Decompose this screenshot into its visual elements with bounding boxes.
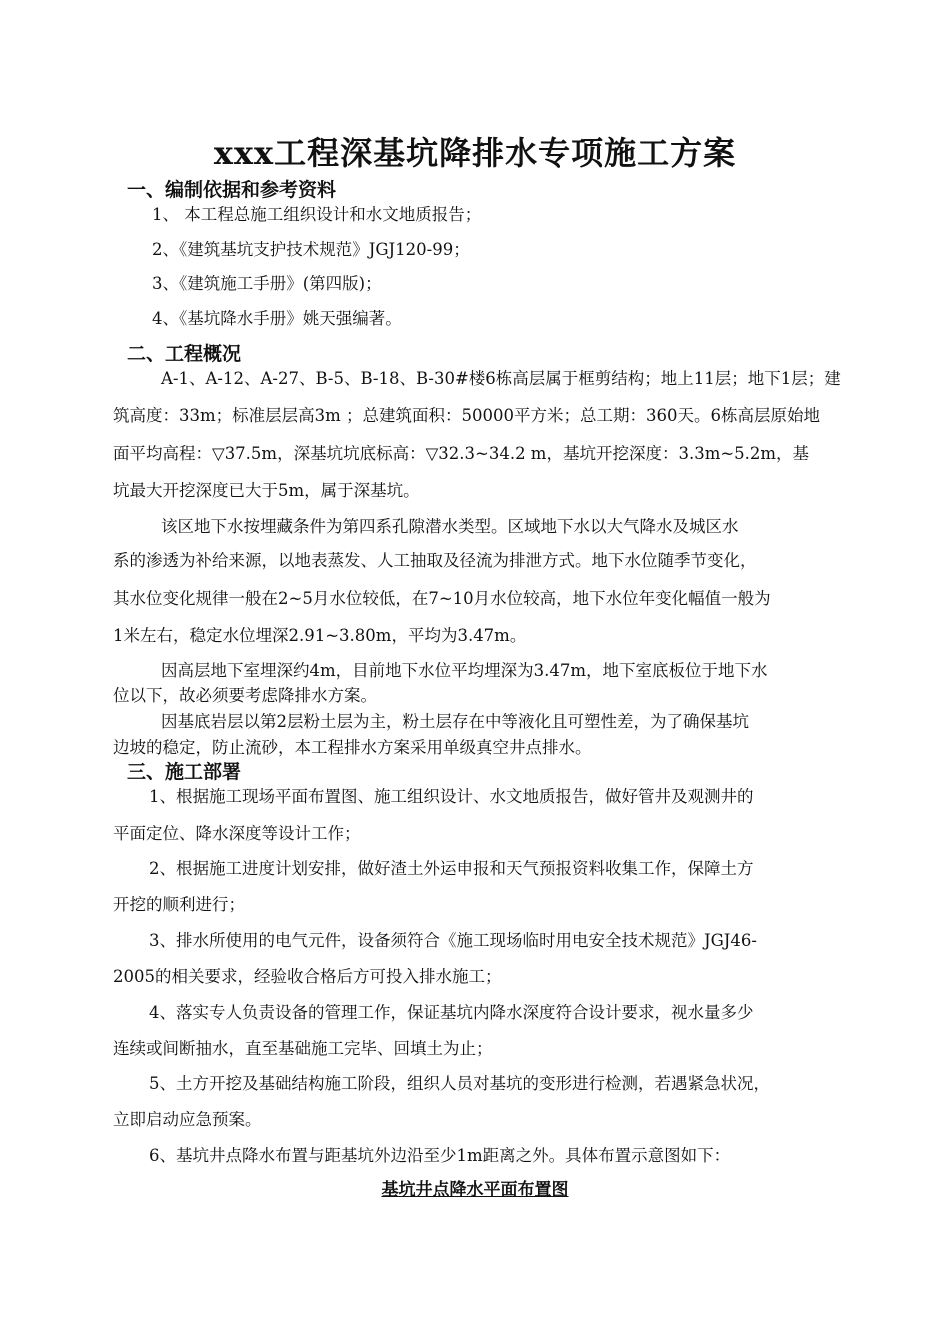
paragraph-line: 该区地下水按埋藏条件为第四系孔隙潜水类型。区域地下水以大气降水及城区水 <box>161 517 739 536</box>
paragraph-line: 5、土方开挖及基础结构施工阶段，组织人员对基坑的变形进行检测，若遇紧急状况， <box>149 1074 770 1093</box>
paragraph-line: 3、《建筑施工手册》(第四版)； <box>152 274 382 293</box>
paragraph-line: 其水位变化规律一般在2~5月水位较低，在7~10月水位较高，地下水位年变化幅值一般为 <box>113 589 771 608</box>
paragraph-line: 因基底岩层以第2层粉土层为主，粉土层存在中等液化且可塑性差，为了确保基坑 <box>161 712 749 731</box>
paragraph-line: 2、根据施工进度计划安排，做好渣土外运申报和天气预报资料收集工作，保障土方 <box>149 859 754 878</box>
section-heading-deployment: 三、施工部署 <box>127 761 242 783</box>
paragraph-line: 因高层地下室埋深约4m，目前地下水位平均埋深为3.47m，地下室底板位于地下水 <box>161 661 768 680</box>
paragraph-line: 4、《基坑降水手册》姚天强编著。 <box>152 309 402 328</box>
paragraph-line: 筑高度：33m；标准层层高3m ；总建筑面积：50000平方米；总工期：360天。6栋高层原始地 <box>113 406 821 425</box>
paragraph-line: 边坡的稳定，防止流砂，本工程排水方案采用单级真空井点排水。 <box>113 738 592 757</box>
paragraph-line: 1米左右，稳定水位埋深2.91~3.80m，平均为3.47m。 <box>113 626 527 645</box>
paragraph-line: 2005的相关要求，经验收合格后方可投入排水施工； <box>113 967 502 986</box>
paragraph-line: 开挖的顺利进行； <box>113 895 245 914</box>
paragraph-line: 连续或间断抽水，直至基础施工完毕、回填土为止； <box>113 1039 493 1058</box>
section-heading-basis: 一、编制依据和参考资料 <box>127 179 337 201</box>
paragraph-line: 坑最大开挖深度已大于5m，属于深基坑。 <box>113 481 420 500</box>
paragraph-line: 4、落实专人负责设备的管理工作，保证基坑内降水深度符合设计要求，视水量多少 <box>149 1003 754 1022</box>
paragraph-line: 系的渗透为补给来源，以地表蒸发、人工抽取及径流为排泄方式。地下水位随季节变化， <box>113 551 757 570</box>
paragraph-line: 6、基坑井点降水布置与距基坑外边沿至少1m距离之外。具体布置示意图如下： <box>149 1146 731 1165</box>
paragraph-line: 1、根据施工现场平面布置图、施工组织设计、水文地质报告，做好管井及观测井的 <box>149 787 754 806</box>
paragraph-line: 3、排水所使用的电气元件，设备须符合《施工现场临时用电安全技术规范》JGJ46- <box>149 931 757 950</box>
paragraph-line: 面平均高程：▽37.5m，深基坑坑底标高：▽32.3~34.2 m，基坑开挖深度：3.3m~5.2m，基 <box>113 444 810 463</box>
paragraph-line: A-1、A-12、A-27、B-5、B-18、B-30#楼6栋高层属于框剪结构；地上11层；地下1层；建 <box>161 369 841 388</box>
section-heading-overview: 二、工程概况 <box>127 343 242 365</box>
figure-caption: 基坑井点降水平面布置图 <box>381 1180 569 1200</box>
paragraph-line: 位以下，故必须要考虑降排水方案。 <box>113 686 377 705</box>
paragraph-line: 平面定位、降水深度等设计工作； <box>113 824 361 843</box>
paragraph-line: 1、 本工程总施工组织设计和水文地质报告； <box>152 205 482 224</box>
paragraph-line: 立即启动应急预案。 <box>113 1110 262 1129</box>
document-title: xxx工程深基坑降排水专项施工方案 <box>213 134 737 172</box>
paragraph-line: 2、《建筑基坑支护技术规范》JGJ120-99； <box>152 240 470 259</box>
